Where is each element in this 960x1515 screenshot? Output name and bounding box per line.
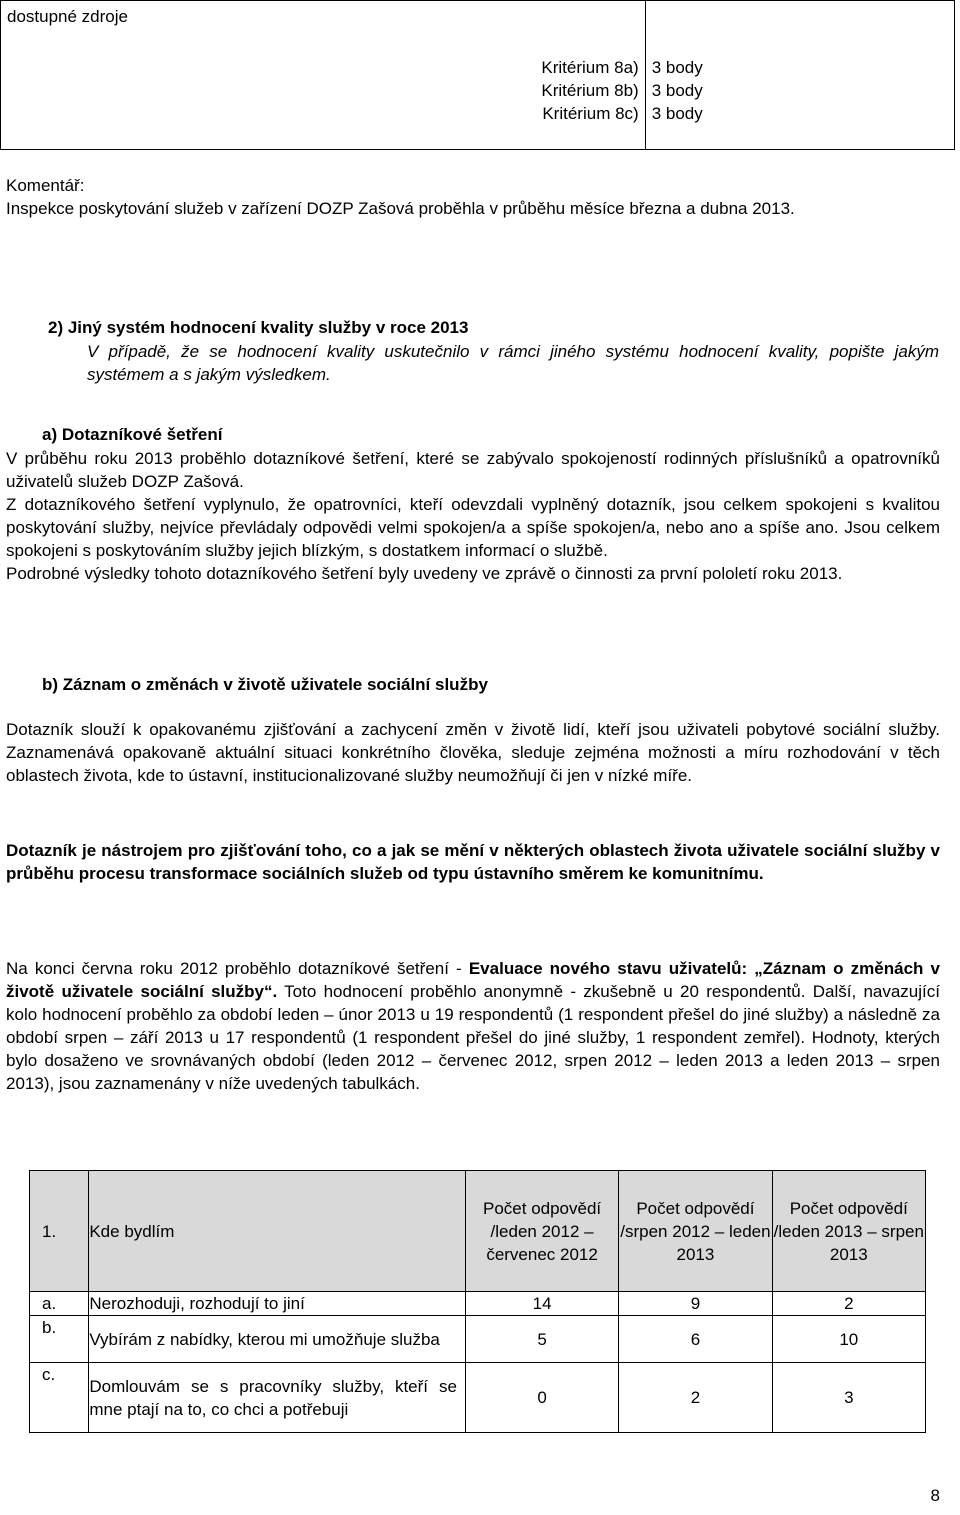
comment-label: Komentář:: [6, 176, 85, 195]
comment-block: [6, 174, 940, 220]
points-value: 3 body: [651, 81, 703, 100]
column-header: Počet odpovědí /leden 2013 – srpen 2013: [772, 1171, 925, 1292]
criterion-label: Kritérium 8a): [541, 58, 639, 77]
row-letter: a.: [30, 1292, 89, 1316]
criteria-list: [7, 56, 639, 125]
column-header: Počet odpovědí /srpen 2012 – leden 2013: [619, 1171, 772, 1292]
section-b-paragraph: Dotazník slouží k opakovanému zjišťování a zachycení změn v životě lidí, kteří jsou uživateli pobytové sociální služby. Zaznamenává opakovaně aktuální situaci konkrétního člověka, sleduje zejména možnosti a míru rozhodování v těch oblastech života, kde to ústavní, institucionalizované služby neumožňují či jen v nízké míře.: [6, 720, 940, 785]
row-value: 0: [465, 1363, 618, 1433]
row-letter: b.: [30, 1316, 89, 1363]
table-row: [30, 1363, 926, 1433]
section-a-paragraph: Z dotazníkového šetření vyplynulo, že opatrovníci, kteří odevzdali vyplněný dotazník, jsou celkem spokojeni s kvalitou poskytování služby, nejvíce převládaly odpovědi velmi spokojen/a a spíše spokojen/a, nebo ano a spíše ano. Jsou celkem spokojeni s poskytováním služby jejich blízkým, s dostatkem informací o službě.: [6, 495, 940, 560]
column-header: Počet odpovědí /leden 2012 – červenec 2012: [465, 1171, 618, 1292]
page-number: 8: [930, 1486, 940, 1505]
section-b-bold-paragraph: Dotazník je nástrojem pro zjišťování toho, co a jak se mění v některých oblastech života uživatele sociální služby v průběhu procesu transformace sociálních služeb od typu ústavního směrem ke komunitnímu.: [6, 841, 940, 883]
row-value: 10: [772, 1316, 925, 1363]
evaluation-details: Toto hodnocení proběhlo anonymně - zkušebně u 20 respondentů. Další, navazující kolo hodnocení proběhlo za období leden – únor 2013 u 19 respondentů (1 respondent přešel do jiné služby) a následně za období srpen – září 2013 u 17 respondentů (1 respondent přešel do jiné služby, 1 respondent zemřel). Hodnoty, kterých bylo dosaženo ve srovnávaných období (leden 2012 – červenec 2012, srpen 2012 – leden 2013 a leden 2013 – srpen 2013), jsou zaznamenány v níže uvedených tabulkách.: [6, 982, 940, 1093]
question-number: 1.: [30, 1171, 89, 1292]
section-2-instruction: V případě, že se hodnocení kvality uskutečnilo v rámci jiného systému hodnocení kvality, popište jakým systémem a s jakým výsledkem.: [87, 342, 939, 384]
section-2-heading: 2) Jiný systém hodnocení kvality služby v roce 2013: [48, 318, 469, 337]
criteria-table: [0, 0, 955, 150]
row-label: Domlouvám se s pracovníky služby, kteří se mne ptají na to, co chci a potřebuji: [89, 1363, 466, 1433]
row-value: 2: [619, 1363, 772, 1433]
section-b-heading: b) Záznam o změnách v životě uživatele sociální služby: [42, 675, 488, 694]
section-a-paragraph: V průběhu roku 2013 proběhlo dotazníkové šetření, které se zabývalo spokojeností rodinných příslušníků a opatrovníků uživatelů služeb DOZP Zašová.: [6, 449, 940, 491]
row-value: 9: [619, 1292, 772, 1316]
answers-table: [29, 1170, 926, 1433]
question-label: Kde bydlím: [89, 1171, 466, 1292]
table-row: [30, 1316, 926, 1363]
evaluation-intro: Na konci června roku 2012 proběhlo dotazníkové šetření -: [6, 959, 469, 978]
row-value: 2: [772, 1292, 925, 1316]
section-a-paragraph: Podrobné výsledky tohoto dotazníkového šetření byly uvedeny ve zprávě o činnosti za první pololetí roku 2013.: [6, 564, 843, 583]
section-a-body: [6, 447, 940, 585]
row-letter: c.: [30, 1363, 89, 1433]
points-value: 3 body: [651, 104, 703, 123]
resources-label: dostupné zdroje: [7, 7, 128, 26]
row-value: 14: [465, 1292, 618, 1316]
row-value: 6: [619, 1316, 772, 1363]
row-value: 3: [772, 1363, 925, 1433]
table-row: [30, 1292, 926, 1316]
criteria-left-cell: [1, 1, 646, 150]
table-header-row: [30, 1171, 926, 1292]
row-label: Vybírám z nabídky, kterou mi umožňuje služba: [89, 1316, 466, 1363]
points-value: 3 body: [651, 58, 703, 77]
criterion-label: Kritérium 8b): [541, 81, 639, 100]
evaluation-paragraph: [6, 957, 940, 1095]
comment-text: Inspekce poskytování služeb v zařízení DOZP Zašová proběhla v průběhu měsíce března a dubna 2013.: [6, 199, 795, 218]
section-a-heading: a) Dotazníkové šetření: [42, 425, 223, 444]
row-value: 5: [465, 1316, 618, 1363]
row-label: Nerozhoduji, rozhodují to jiní: [89, 1292, 466, 1316]
points-list: [652, 56, 948, 125]
criterion-label: Kritérium 8c): [542, 104, 639, 123]
criteria-right-cell: [645, 1, 954, 150]
evaluation-title: Evaluace nového stavu uživatelů: „Záznam o změnách v životě uživatele sociální služby“.: [6, 959, 941, 1001]
